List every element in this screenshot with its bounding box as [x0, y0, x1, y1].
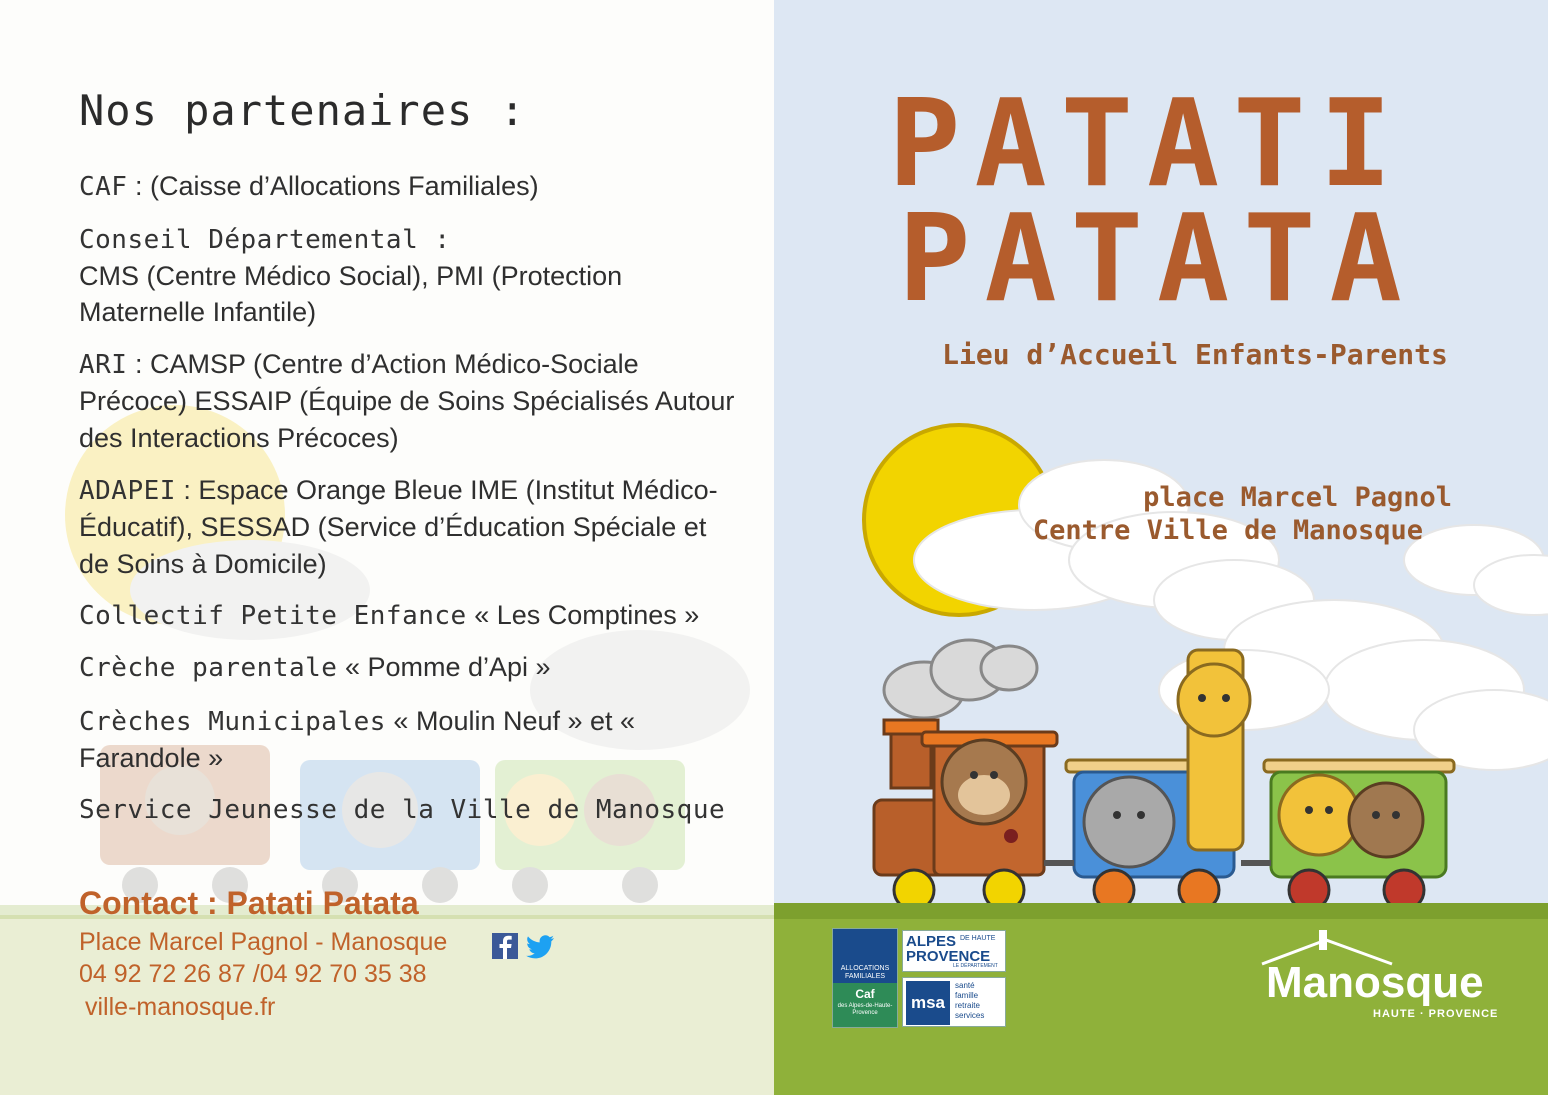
contact-phones: 04 92 72 26 87 /04 92 70 35 38	[79, 960, 427, 988]
partner-key: Crèches Municipales	[79, 707, 386, 737]
social-icons	[492, 931, 562, 961]
partner-conseil	[79, 222, 739, 330]
partner-caf	[79, 168, 739, 205]
lion-icon	[1279, 775, 1359, 855]
caf-sub: des Alpes-de-Haute-Provence	[837, 1003, 893, 1016]
partner-collectif	[79, 597, 739, 634]
caf-logo	[832, 928, 898, 1028]
msa-line: famille	[955, 991, 979, 1000]
partner-text: : CAMSP (Centre d’Action Médico-Sociale Précoce) ESSAIP (Équipe de Soins Spécialisés Autour des Interactions Précoces)	[79, 349, 735, 453]
manosque-logo-sub: HAUTE · PROVENCE	[1373, 1008, 1499, 1020]
msa-mark: msa	[910, 993, 946, 1012]
elephant-icon	[1084, 777, 1174, 867]
train-car-icon	[1264, 760, 1454, 877]
cloud-icon	[1404, 525, 1548, 615]
partners-heading: Nos partenaires :	[79, 86, 526, 135]
locomotive-icon	[874, 720, 1057, 875]
partner-key: Crèche parentale	[79, 653, 338, 683]
partner-key: Conseil Départemental :	[79, 225, 451, 255]
partner-text: : Espace Orange Bleue IME (Institut Médico-Éducatif), SESSAD (Service d’Éducation Spéciale et de Soins à Domicile)	[79, 475, 718, 579]
alpes-line2: PROVENCE	[906, 948, 991, 965]
partner-text: : (Caisse d’Allocations Familiales)	[127, 171, 539, 201]
alpes-line1: ALPES	[906, 933, 957, 950]
cover-panel	[774, 0, 1548, 1095]
partner-key: CAF	[79, 172, 128, 202]
subtitle: Lieu d’Accueil Enfants-Parents	[942, 338, 1448, 371]
alpes-sub: LE DÉPARTEMENT	[953, 963, 998, 969]
partner-text: « Les Comptines »	[466, 600, 700, 630]
partner-adapei	[79, 472, 739, 583]
partner-text: « Moulin Neuf » et « Farandole »	[79, 706, 636, 773]
alpes-de: DE HAUTE	[960, 935, 996, 942]
partner-key: ARI	[79, 350, 128, 380]
manosque-logo-text: Manosque	[1266, 958, 1484, 1007]
partner-creche-parentale	[79, 649, 739, 686]
alpes-logo	[902, 930, 1006, 972]
partner-creches-municipales	[79, 703, 719, 777]
caf-line1: ALLOCATIONS	[840, 965, 890, 972]
twitter-icon[interactable]	[526, 935, 554, 958]
address-line-2: Centre Ville de Manosque	[1032, 515, 1423, 546]
title-line-2: PATATA	[898, 190, 1416, 329]
contact-address: Place Marcel Pagnol - Manosque	[79, 928, 448, 956]
partner-ari	[79, 346, 739, 457]
msa-line: services	[955, 1011, 985, 1020]
contact-title: Contact : Patati Patata	[79, 885, 419, 921]
partner-key: Service Jeunesse de la Ville de Manosque	[79, 795, 726, 825]
caf-line2: FAMILIALES	[844, 973, 886, 980]
partner-key: Collectif Petite Enfance	[79, 601, 467, 631]
contact-website[interactable]: ville-manosque.fr	[85, 993, 276, 1021]
msa-mark-box	[906, 981, 950, 1025]
train-car-icon	[1066, 650, 1250, 877]
smoke-icon	[884, 640, 1037, 718]
msa-logo	[902, 977, 1006, 1027]
caf-logo-bottom	[833, 983, 897, 1027]
partner-text: « Pomme d’Api »	[337, 652, 551, 682]
title-line-1: PATATI	[888, 75, 1406, 214]
caf-logo-top	[833, 929, 897, 983]
partner-service-jeunesse	[79, 791, 739, 828]
address-line-1: place Marcel Pagnol	[1143, 482, 1452, 513]
msa-line: retraite	[955, 1001, 980, 1010]
partner-text: CMS (Centre Médico Social), PMI (Protection Maternelle Infantile)	[79, 261, 623, 327]
partner-key: ADAPEI	[79, 476, 176, 506]
msa-line: santé	[955, 981, 975, 990]
bear-icon	[1349, 783, 1423, 857]
facebook-icon[interactable]	[492, 933, 518, 959]
caf-name: Caf	[855, 987, 875, 1001]
